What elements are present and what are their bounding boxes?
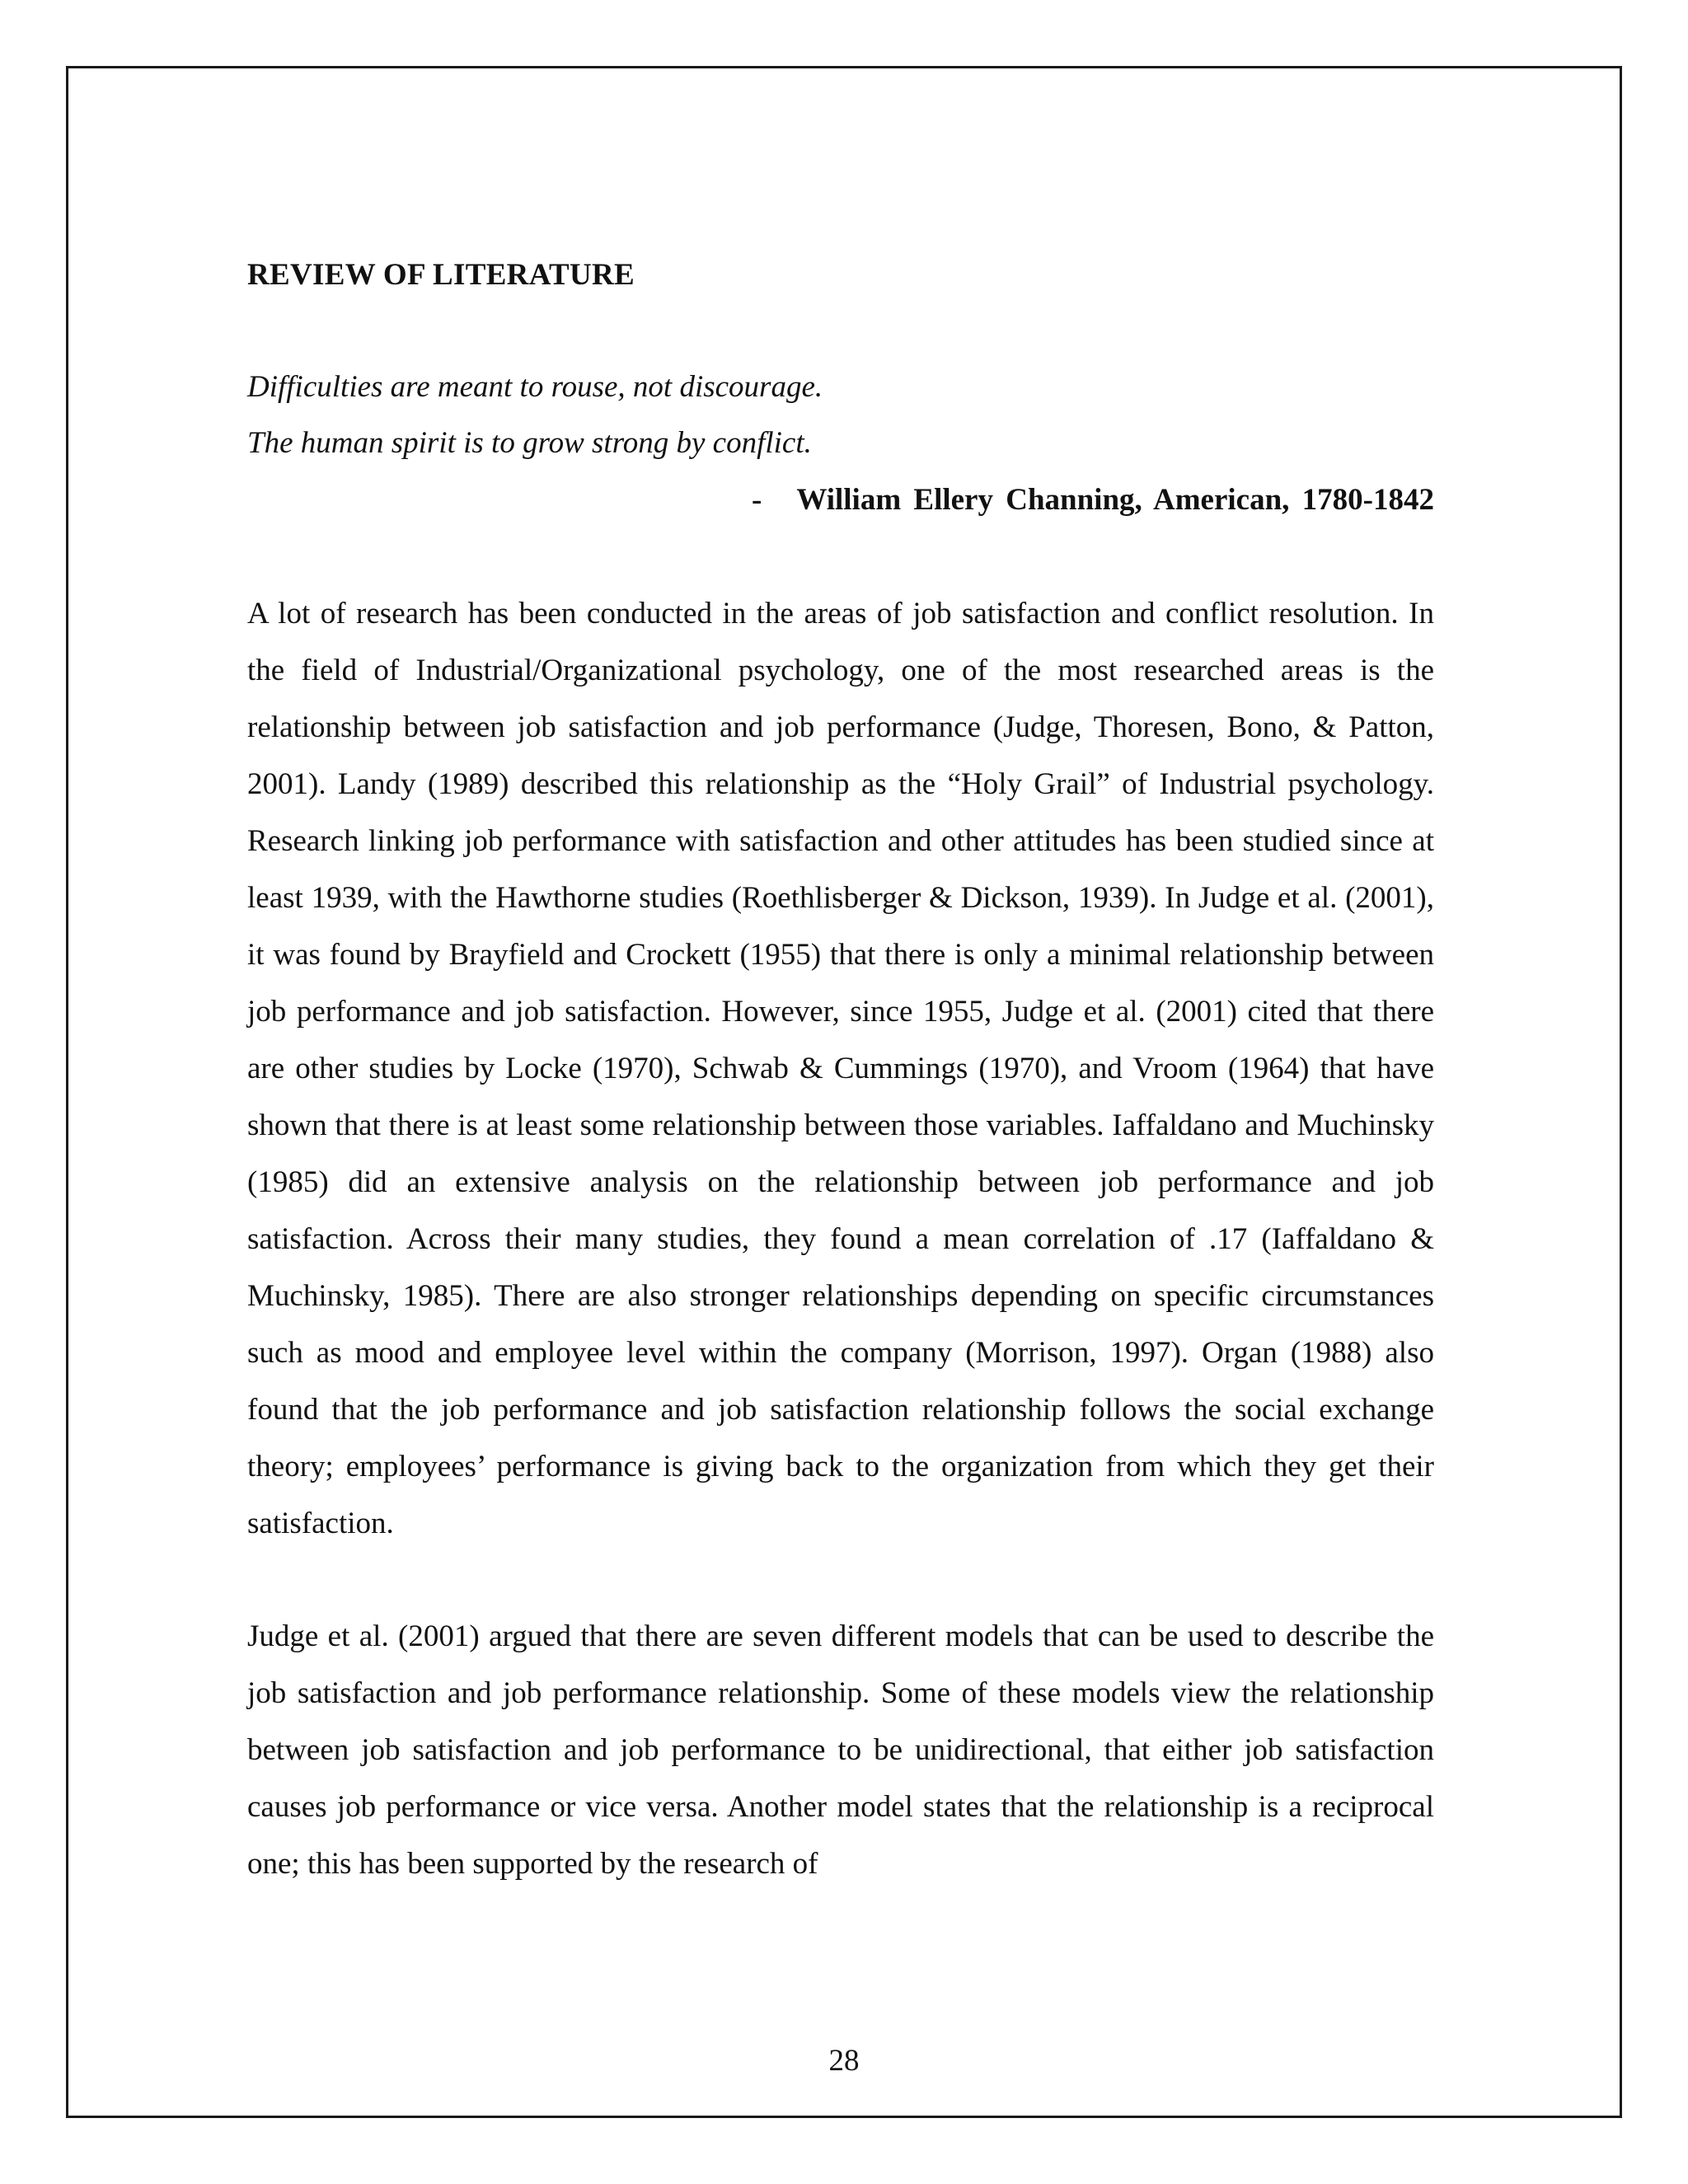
attribution-dash: - xyxy=(752,483,762,517)
page-number: 28 xyxy=(828,2044,860,2078)
epigraph-line-2: The human spirit is to grow strong by conflict. xyxy=(247,426,812,460)
attribution-text: William Ellery Channing, American, 1780-1842 xyxy=(796,483,1434,517)
epigraph-attribution-line xyxy=(247,471,1434,529)
epigraph xyxy=(247,359,1434,529)
epigraph-line-1: Difficulties are meant to rouse, not discourage. xyxy=(247,370,823,404)
body-paragraph-1: A lot of research has been conducted in the areas of job satisfaction and conflict resolution. In the field of Industrial/Organizational psychology, one of the most researched areas is the relationship between job satisfaction and job performance (Judge, Thoresen, Bono, & Patton, 2001). Landy (1989) described this relationship as the “Holy Grail” of Industrial psychology. Research linking job performance with satisfaction and other attitudes has been studied since at least 1939, with the Hawthorne studies (Roethlisberger & Dickson, 1939). In Judge et al. (2001), it was found by Brayfield and Crockett (1955) that there is only a minimal relationship between job performance and job satisfaction. However, since 1955, Judge et al. (2001) cited that there are other studies by Locke (1970), Schwab & Cummings (1970), and Vroom (1964) that have shown that there is at least some relationship between those variables. Iaffaldano and Muchinsky (1985) did an extensive analysis on the relationship between job performance and job satisfaction. Across their many studies, they found a mean correlation of .17 (Iaffaldano & Muchinsky, 1985). There are also stronger relationships depending on specific circumstances such as mood and employee level within the company (Morrison, 1997). Organ (1988) also found that the job performance and job satisfaction relationship follows the social exchange theory; employees’ performance is giving back to the organization from which they get their satisfaction. xyxy=(247,597,1434,1540)
section-title: REVIEW OF LITERATURE xyxy=(247,258,635,292)
body-paragraph-2: Judge et al. (2001) argued that there are seven different models that can be used to describe the job satisfaction and job performance relationship. Some of these models view the relationship between job satisfaction and job performance to be unidirectional, that either job satisfaction causes job performance or vice versa. Another model states that the relationship is a reciprocal one; this has been supported by the research of xyxy=(247,1619,1434,1881)
page-content xyxy=(247,247,1434,1948)
